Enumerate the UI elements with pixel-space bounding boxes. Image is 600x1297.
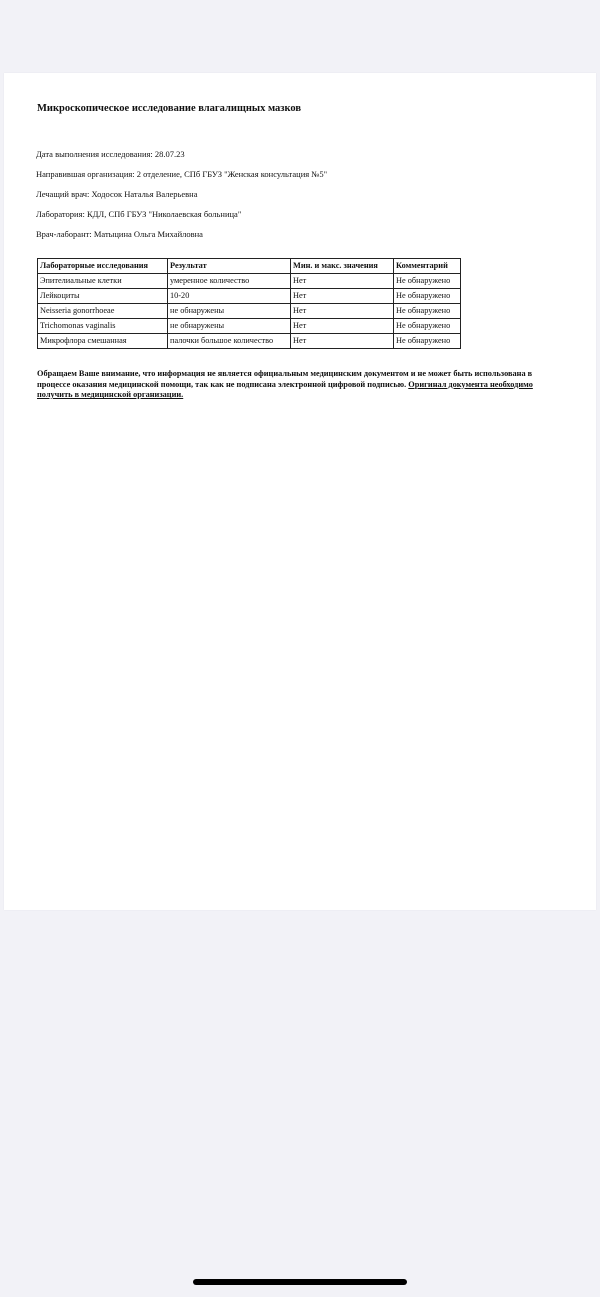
cell-range: Нет: [291, 319, 394, 334]
cell-range: Нет: [291, 274, 394, 289]
cell-test: Микрофлора смешанная: [38, 334, 168, 349]
meta-date: [36, 149, 185, 159]
document-title: Микроскопическое исследование влагалищных мазков: [37, 103, 302, 114]
cell-test: Neisseria gonorrhoeae: [38, 304, 168, 319]
meta-referring-org-label: Направившая организация:: [36, 169, 135, 179]
cell-result: палочки большое количество: [168, 334, 291, 349]
table-row: [38, 334, 461, 349]
meta-lab-doctor: [36, 229, 203, 239]
meta-doctor-value: Ходосок Наталья Валерьевна: [91, 189, 198, 199]
disclaimer-original-note: Оригинал документа необходимо получить в медицинской организации.: [37, 379, 533, 399]
cell-comment: Не обнаружено: [394, 289, 461, 304]
disclaimer-text: Обращаем Ваше внимание, что информация не является официальным медицинским документом и не может быть использована в процессе оказания медицинской помощи, так как не подписана электронной цифровой подписью.: [37, 369, 533, 389]
table-row: [38, 304, 461, 319]
meta-lab-doctor-value: Матыцина Ольга Михайловна: [93, 229, 203, 239]
meta-doctor-label: Лечащий врач:: [36, 189, 90, 199]
table-header-row: [38, 259, 461, 274]
cell-range: Нет: [291, 304, 394, 319]
meta-laboratory-value: КДЛ, СПб ГБУЗ "Николаевская больница": [86, 209, 242, 219]
results-table: [37, 258, 461, 349]
cell-comment: Не обнаружено: [394, 319, 461, 334]
column-header-comment: Комментарий: [394, 259, 461, 274]
meta-date-label: Дата выполнения исследования:: [36, 149, 153, 159]
cell-test: Trichomonas vaginalis: [38, 319, 168, 334]
cell-result: не обнаружены: [168, 304, 291, 319]
column-header-range: Мин. и макс. значения: [291, 259, 394, 274]
cell-comment: Не обнаружено: [394, 334, 461, 349]
cell-test: Лейкоциты: [38, 289, 168, 304]
cell-result: 10-20: [168, 289, 291, 304]
meta-doctor: [36, 189, 198, 199]
cell-range: Нет: [291, 334, 394, 349]
meta-laboratory-label: Лаборатория:: [36, 209, 85, 219]
home-indicator[interactable]: [193, 1279, 407, 1285]
table-row: [38, 319, 461, 334]
cell-test: Эпителиальные клетки: [38, 274, 168, 289]
column-header-result: Результат: [168, 259, 291, 274]
cell-result: не обнаружены: [168, 319, 291, 334]
meta-lab-doctor-label: Врач-лаборант:: [36, 229, 92, 239]
table-row: [38, 289, 461, 304]
meta-date-value: 28.07.23: [154, 149, 185, 159]
meta-laboratory: [36, 209, 241, 219]
cell-result: умеренное количество: [168, 274, 291, 289]
disclaimer-notice: [37, 369, 552, 401]
document-page: [4, 73, 596, 910]
column-header-test: Лабораторные исследования: [38, 259, 168, 274]
meta-referring-org-value: 2 отделение, СПб ГБУЗ "Женская консультация №5": [136, 169, 328, 179]
cell-comment: Не обнаружено: [394, 304, 461, 319]
table-row: [38, 274, 461, 289]
cell-comment: Не обнаружено: [394, 274, 461, 289]
cell-range: Нет: [291, 289, 394, 304]
meta-referring-org: [36, 169, 327, 179]
